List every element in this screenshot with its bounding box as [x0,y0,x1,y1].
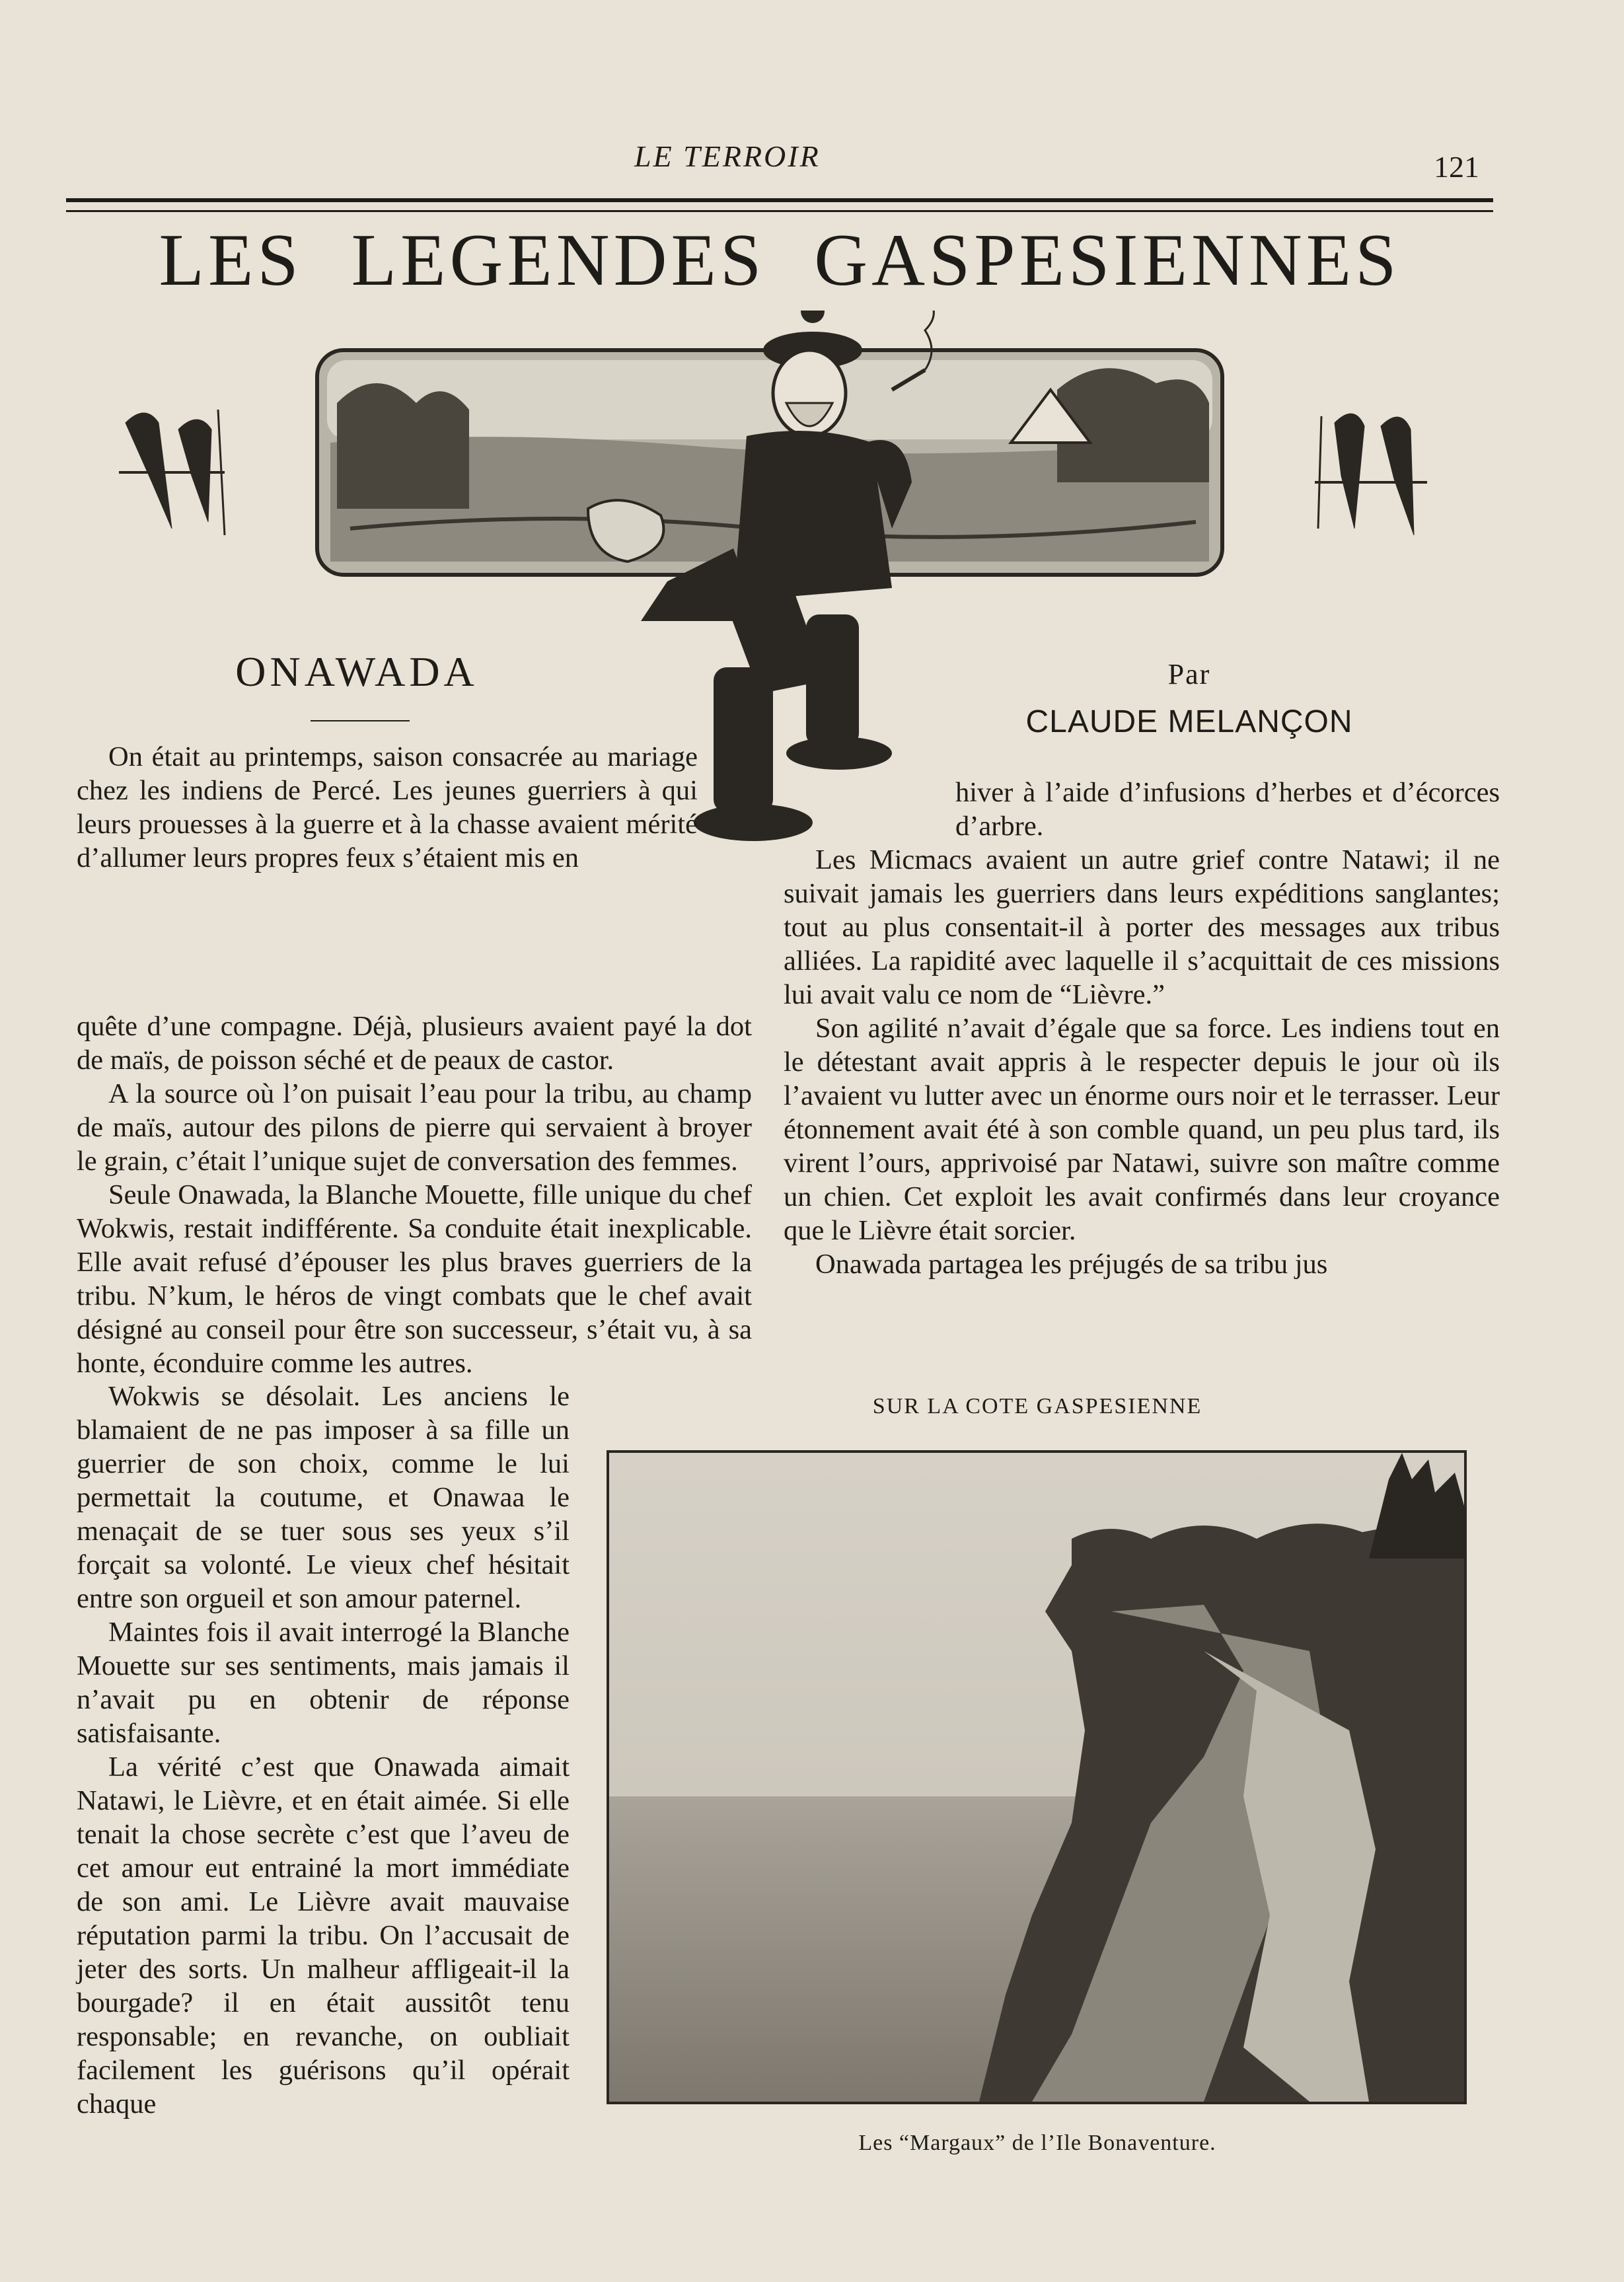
page-number: 121 [1434,150,1479,184]
cliff-photo-image [609,1453,1464,2102]
paragraph: Son agilité n’avait d’égale que sa force. Les indiens tout en le détestant avait appris à le respecter depuis le jour où ils l’avaient vu lutter avec un énorme ours noir et le terrasser. Leur étonnement avait été à son comble quand, un peu plus tard, ils virent l’ours, apprivoisé par Natawi, suivre son maître comme un chien. Cet exploit les avait confirmés dans leur croyance que le Lièvre était sorcier. [784,1013,1500,1246]
main-title: LES LEGENDES GASPESIENNES [159,219,1401,301]
header-rule-thin [66,210,1493,212]
story-title-rule [311,720,410,721]
paragraph: quête d’une compagne. Déjà, plusieurs avaient payé la dot de maïs, de poisson séché et de peaux de castor. [77,1011,752,1076]
paragraph: Maintes fois il avait interrogé la Blanche Mouette sur ses sentiments, mais jamais il n’avait pu en obtenir de réponse satisfaisante. [77,1617,570,1749]
left-column-block-a [77,740,698,875]
cliff-photo [607,1450,1467,2104]
byline-author: CLAUDE MELANÇON [1025,704,1353,739]
paragraph: On était au printemps, saison consacrée au mariage chez les indiens de Percé. Les jeunes guerriers à qui leurs prouesses à la guerre et à la chasse avaient mérité d’allumer leurs propres feux s’étaient mis en [77,741,698,873]
right-column-block-d [955,776,1500,843]
byline-label: Par [1167,658,1211,690]
paragraph: Seule Onawada, la Blanche Mouette, fille unique du chef Wokwis, restait indifférente. Sa conduite était inexplicable. Elle avait refusé d’épouser les plus braves guerriers de la tribu. N’kum, le héros de vingt combats que le chef avait désigné au conseil pour être son successeur, s’était vu, à sa honte, éconduire comme les autres. [77,1179,752,1379]
paragraph: A la source où l’on puisait l’eau pour la tribu, au champ de maïs, autour des pilons de pierre qui servaient à broyer le grain, c’était l’unique sujet de conversation des femmes. [77,1078,752,1177]
header-rule-thick [66,198,1493,202]
swallows-right-icon [1315,414,1427,535]
photo-caption: Les “Margaux” de l’Ile Bonaventure. [858,2131,1216,2155]
photo-heading: SUR LA COTE GASPESIENNE [872,1394,1202,1418]
left-column-block-b [77,1010,752,1380]
swallows-left-icon [119,410,225,535]
right-column-block-e [784,843,1500,1281]
left-column-block-c [77,1380,570,2121]
paragraph: Wokwis se désolait. Les anciens le blamaient de ne pas imposer à sa fille un guerrier de son choix, comme le lui permettait la coutume, et Onawaa le menaçait de se tuer sous ses yeux s’il forçait sa volonté. Le vieux chef hésitait entre son orgueil et son amour paternel. [77,1381,570,1614]
paragraph: Les Micmacs avaient un autre grief contre Natawi; il ne suivait jamais les guerriers dans leurs expéditions sanglantes; tout au plus consentait-il à porter des messages aux tribus alliées. La rapidité avec laquelle il s’acquittait de ces missions lui avait valu ce nom de “Lièvre.” [784,844,1500,1010]
story-title: ONAWADA [235,648,478,695]
paragraph: hiver à l’aide d’infusions d’herbes et d’écorces d’arbre. [955,777,1500,842]
running-header: LE TERROIR [634,139,821,173]
paragraph: La vérité c’est que Onawada aimait Natawi, le Lièvre, et en était aimée. Si elle tenait la chose secrète c’est que l’aveu de cet amour eut entrainé la mort immédiate de son ami. Le Lièvre avait mauvaise réputation parmi la tribu. On l’accusait de jeter des sorts. Un malheur affligeait-il la bourgade? il en était aussitôt tenu responsable; en revanche, on oubliait facilement les guérisons qu’il opérait chaque [77,1751,570,2119]
paragraph: Onawada partagea les préjugés de sa tribu jus [815,1249,1328,1280]
